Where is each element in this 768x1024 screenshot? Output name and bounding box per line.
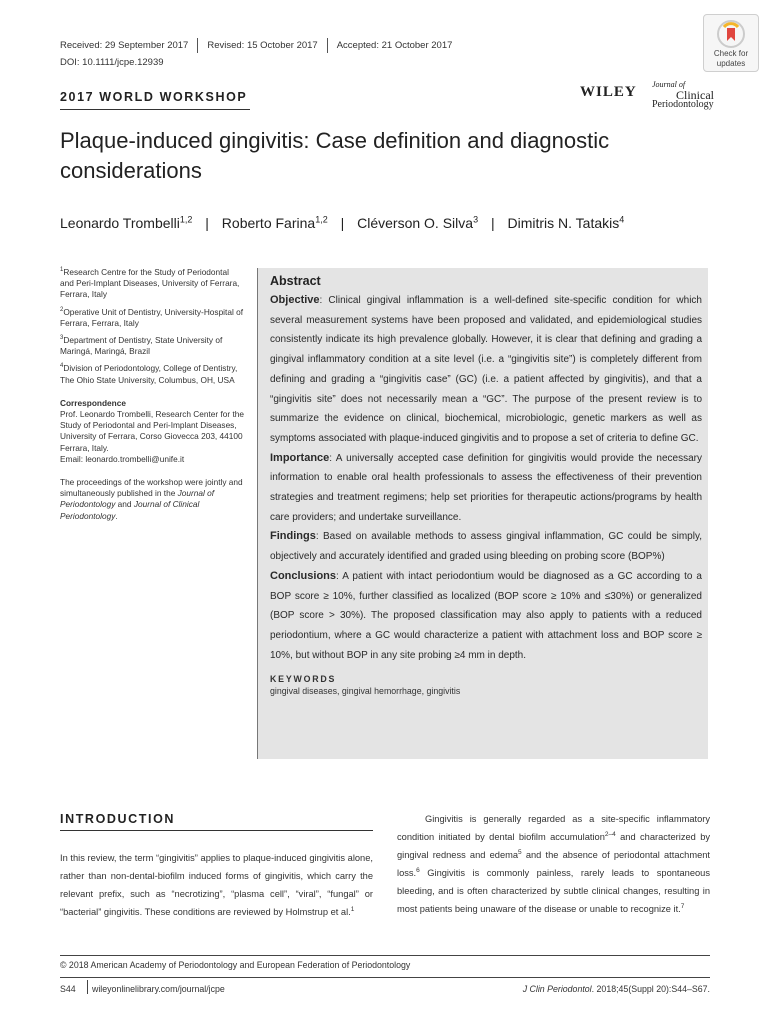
bookmark-ribbon-icon — [716, 19, 746, 49]
article-citation: J Clin Periodontol. 2018;45(Suppl 20):S44–S67. — [522, 984, 710, 994]
reference-link[interactable]: 5 — [518, 848, 522, 856]
author-name[interactable]: Roberto Farina — [221, 215, 316, 231]
date-divider — [197, 38, 198, 53]
journal-logo — [650, 80, 730, 110]
section-rule — [60, 109, 250, 110]
keywords-heading: KEYWORDS — [270, 674, 337, 685]
introduction-heading: INTRODUCTION — [60, 812, 176, 826]
reference-link[interactable]: 1 — [350, 905, 355, 913]
introduction-rule — [60, 830, 373, 831]
reference-link[interactable]: 2–4 — [604, 830, 616, 838]
reference-link[interactable]: 6 — [416, 866, 420, 874]
section-label: 2017 WORLD WORKSHOP — [60, 90, 248, 104]
journal-logo-line2: Clinical — [676, 88, 714, 102]
author-separator: | — [490, 215, 495, 231]
abstract-importance: Importance: A universally accepted case definition for gingivitis would provide the necessary information to enable oral health professionals to assess the effectiveness of their prevention strategies and treatment regimens; help set priorities for therapeutic actions/programs by health care providers; and undertake surveillance. — [270, 451, 702, 523]
journal-logo-line1: Journal of — [652, 80, 686, 89]
author-name[interactable]: Leonardo Trombelli — [60, 215, 180, 231]
introduction-paragraph-1: In this review, the term “gingivitis” applies to plaque-induced gingivitis alone, rather than non-dental-biofilm induced forms of gingivitis, which carry the relevant prefix, such as “necrotizing”, “plasma cell”, “viral”, “fungal” or “bacterial” gingivitis. These conditions are reviewed by Holmstrup et al.$^1$ — [60, 853, 373, 917]
abstract-conclusions: Conclusions: A patient with intact periodontium would be diagnosed as a GC according to a BOP score ≥ 10%, further classified as localized (BOP score ≥ 10% and ≤30%) or generalized (BOP score > 30%). The proposed classification may also apply to patients with a reduced periodontium, where a GC would characterize a patient with attachment loss and BOP score ≥ 10%, but without BOP in any site probing ≥4 mm in depth. — [270, 569, 702, 661]
author-affiliation-ref: 1,2 — [179, 214, 193, 225]
correspondence-email[interactable]: Email: leonardo.trombelli@unife.it — [60, 453, 185, 464]
copyright-notice: © 2018 American Academy of Periodontology and European Federation of Periodontology — [60, 960, 411, 970]
correspondence-heading: Correspondence — [60, 397, 126, 408]
proceedings-note: The proceedings of the workshop were jointly and simultaneously published in the Journal of Periodontology and Journal of Clinical Periodontology. — [60, 477, 243, 521]
abstract-heading: Abstract — [270, 274, 321, 288]
page-number: S44 — [60, 984, 76, 994]
author-name[interactable]: Dimitris N. Tatakis — [507, 215, 620, 231]
author-separator: | — [205, 215, 209, 231]
abstract-findings: Findings: Based on available methods to assess gingival inflammation, GC could be simply, objectively and accurately identified and graded using bleeding on probing score (BOP%) — [270, 530, 702, 563]
affiliations-column — [60, 267, 245, 528]
footer-rule — [60, 977, 710, 978]
affiliation: $^4$Division of Periodontology, College of Dentistry, The Ohio State University, Columbus, OH, USA — [60, 363, 238, 385]
footer-rule — [60, 955, 710, 956]
article-title: Plaque-induced gingivitis: Case definition and diagnostic considerations — [60, 128, 610, 183]
badge-label-2: updates — [716, 58, 746, 68]
journal-logo-line3: Periodontology — [652, 99, 714, 110]
abstract-box — [257, 268, 708, 759]
author-separator: | — [340, 215, 345, 231]
check-for-updates-button[interactable] — [703, 14, 759, 72]
affiliation: $^2$Operative Unit of Dentistry, University-Hospital of Ferrara, Ferrara, Italy — [60, 306, 244, 328]
keywords-list: gingival diseases, gingival hemorrhage, gingivitis — [270, 686, 461, 697]
publisher-logo: WILEY — [580, 84, 637, 100]
revised-date: Revised: 15 October 2017 — [207, 40, 318, 51]
submission-dates — [60, 38, 452, 53]
author-affiliation-ref: 4 — [619, 214, 625, 225]
affiliation: $^1$Research Centre for the Study of Periodontal and Peri-Implant Diseases, University of Ferrara, Ferrara, Italy — [60, 267, 240, 300]
badge-label-1: Check for — [713, 49, 749, 58]
author-affiliation-ref: 1,2 — [315, 214, 328, 225]
accepted-date: Accepted: 21 October 2017 — [336, 40, 453, 51]
footer-divider — [87, 980, 88, 994]
doi[interactable]: DOI: 10.1111/jcpe.12939 — [60, 57, 164, 68]
affiliation: $^3$Department of Dentistry, State University of Maringá, Maringá, Brazil — [60, 335, 223, 357]
journal-website-link[interactable]: wileyonlinelibrary.com/journal/jcpe — [92, 984, 225, 994]
received-date: Received: 29 September 2017 — [60, 40, 189, 51]
introduction-paragraph-2: Gingivitis is generally regarded as a site-specific inflammatory condition initiated by dental biofilm accumulation$^{2-4}$ and characterized by gingival redness and edema$^5$ and the absence of periodontal attachment loss.$^6$ Gingivitis is commonly painless, rarely leads to spontaneous bleeding, and is often characterized by subtle clinical changes, resulting in most patients being unaware of the disease or unable to recognize it.$^7$ — [397, 814, 711, 914]
author-list — [60, 215, 740, 231]
date-divider — [327, 38, 328, 53]
reference-link[interactable]: 7 — [680, 902, 685, 910]
author-affiliation-ref: 3 — [473, 214, 479, 225]
abstract-objective: Objective: Clinical gingival inflammation is a well-defined site-specific condition for which several measurement systems have been proposed and validated, and epidemiological studies consistently indicate its high prevalence globally. However, it is clear that defining and grading a gingival inflammatory condition at a site level (i.e. a “gingivitis site”) is completely different from defining and grading a “gingivitis case” (GC) (i.e. a patient affected by gingivitis), and that a “gingivitis site” does not necessarily mean a “GC”. The purpose of the present review is to summarize the evidence on clinical, biochemical, microbiologic, genetic markers as well as symptoms associated with plaque-induced gingivitis and to propose a set of criteria to define GC. — [270, 294, 702, 444]
correspondence-address: Prof. Leonardo Trombelli, Research Center for the Study of Periodontal and Peri-Implant Diseases, University of Ferrara, Corso Giovecca 203, 44100 Ferrara, Italy. — [60, 409, 245, 453]
author-name[interactable]: Cléverson O. Silva — [357, 215, 474, 231]
